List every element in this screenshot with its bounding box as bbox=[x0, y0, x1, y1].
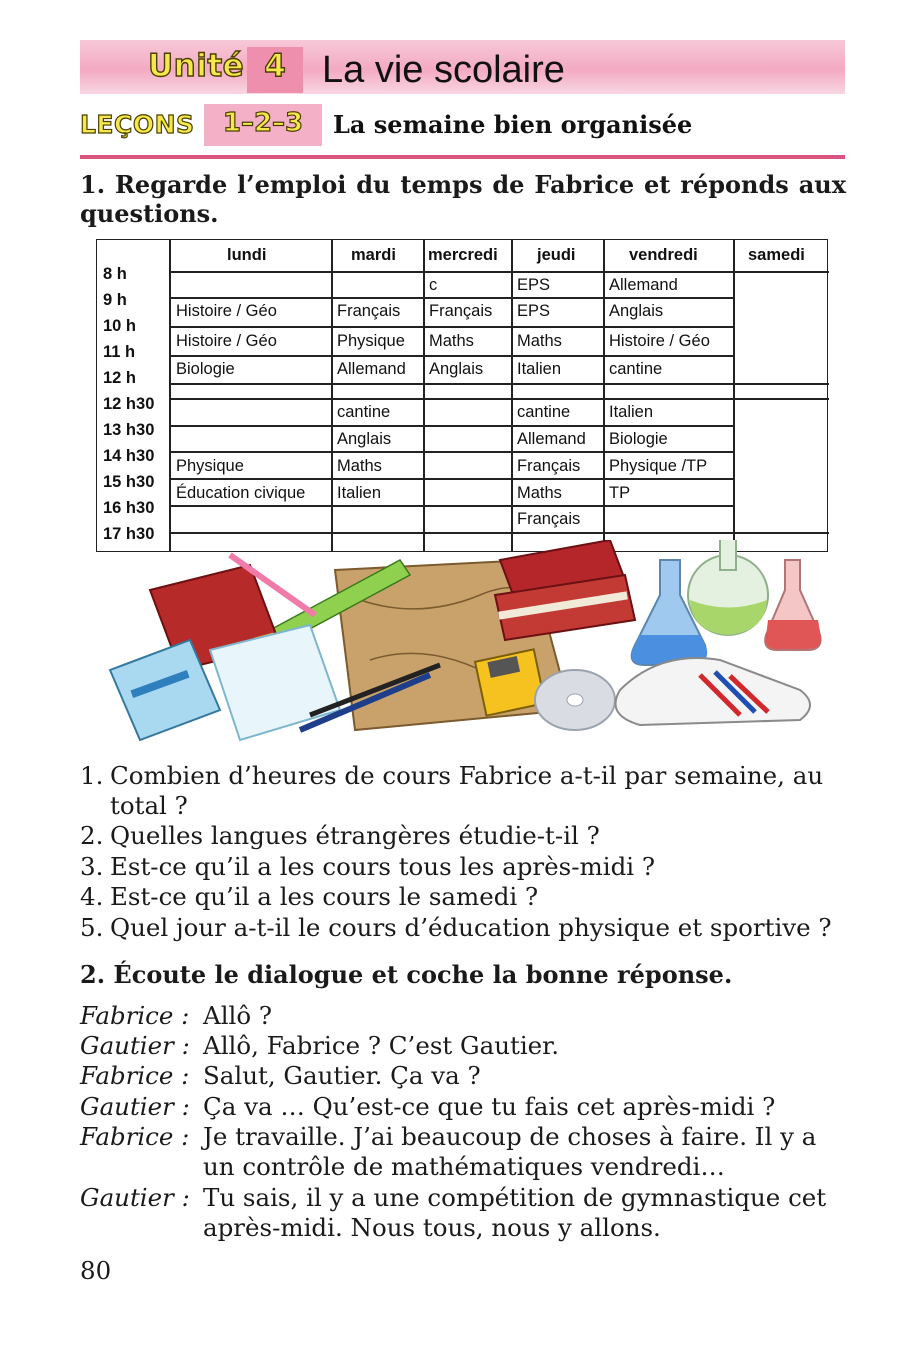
time-label: 11 h bbox=[103, 343, 136, 361]
timetable-cell: Anglais bbox=[429, 360, 484, 378]
day-header-mardi: mardi bbox=[351, 246, 396, 264]
timetable-cell: Français bbox=[337, 302, 401, 320]
timetable-cell: Italien bbox=[337, 484, 382, 502]
timetable-cell: Français bbox=[429, 302, 493, 320]
timetable-cell: Maths bbox=[337, 457, 382, 475]
timetable-grid-line bbox=[169, 478, 733, 480]
timetable-cell: Allemand bbox=[517, 430, 586, 448]
timetable-cell: Italien bbox=[609, 403, 654, 421]
question-text: Est-ce qu’il a les cours tous les après-midi ? bbox=[110, 852, 656, 881]
dialogue-speaker: Fabrice : bbox=[80, 1061, 190, 1090]
timetable-grid-line bbox=[169, 505, 733, 507]
question-2 bbox=[80, 821, 600, 851]
dialogue-speaker: Gautier : bbox=[80, 1183, 190, 1212]
timetable-cell: Biologie bbox=[609, 430, 668, 448]
dialogue-speaker: Gautier : bbox=[80, 1031, 190, 1060]
question-number: 2. bbox=[80, 821, 104, 850]
timetable-cell: cantine bbox=[337, 403, 391, 421]
unit-number: 4 bbox=[264, 48, 286, 84]
timetable-grid-line bbox=[169, 451, 733, 453]
question-1-continuation: total ? bbox=[110, 791, 188, 820]
header-rule bbox=[80, 155, 845, 159]
time-label: 12 h30 bbox=[103, 395, 155, 413]
lessons-label: LEÇONS bbox=[80, 110, 195, 139]
exercise-1-title: 1. Regarde l’emploi du temps de Fabrice et réponds aux questions. bbox=[80, 170, 846, 228]
day-header-samedi: samedi bbox=[748, 246, 805, 264]
timetable-cell: Français bbox=[517, 457, 581, 475]
timetable-cell: Italien bbox=[517, 360, 562, 378]
time-label: 8 h bbox=[103, 265, 127, 283]
timetable-grid-line bbox=[169, 271, 829, 273]
dialogue-line: Salut, Gautier. Ça va ? bbox=[203, 1061, 481, 1090]
timetable-grid-line bbox=[733, 240, 735, 551]
dialogue-line: Tu sais, il y a une compétition de gymnastique cet bbox=[203, 1183, 827, 1212]
question-number: 1. bbox=[80, 761, 104, 790]
question-3 bbox=[80, 852, 655, 882]
dialogue-line: Ça va … Qu’est-ce que tu fais cet après-midi ? bbox=[203, 1092, 776, 1121]
dialogue-line: Je travaille. J’ai beaucoup de choses à faire. Il y a bbox=[203, 1122, 817, 1151]
timetable-grid-line bbox=[169, 355, 733, 357]
sneaker-icon bbox=[616, 658, 811, 725]
timetable bbox=[96, 239, 828, 552]
question-text: Combien d’heures de cours Fabrice a-t-il par semaine, au bbox=[110, 761, 824, 790]
unit-label: Unité bbox=[148, 48, 245, 84]
timetable-cell: cantine bbox=[517, 403, 571, 421]
timetable-grid-line bbox=[169, 398, 829, 400]
timetable-cell: cantine bbox=[609, 360, 663, 378]
question-1 bbox=[80, 761, 823, 791]
dialogue-line: un contrôle de mathématiques vendredi… bbox=[203, 1152, 725, 1181]
day-header-mercredi: mercredi bbox=[428, 246, 498, 264]
dialogue-speaker: Fabrice : bbox=[80, 1122, 190, 1151]
question-text: Est-ce qu’il a les cours le samedi ? bbox=[110, 882, 539, 911]
timetable-cell: EPS bbox=[517, 276, 551, 294]
question-4 bbox=[80, 882, 538, 912]
timetable-cell: Allemand bbox=[609, 276, 678, 294]
time-label: 15 h30 bbox=[103, 473, 155, 491]
timetable-cell: Maths bbox=[429, 332, 474, 350]
day-header-jeudi: jeudi bbox=[537, 246, 576, 264]
timetable-cell: Physique bbox=[176, 457, 244, 475]
timetable-cell: Éducation civique bbox=[176, 484, 306, 502]
time-label: 16 h30 bbox=[103, 499, 155, 517]
timetable-grid-line bbox=[169, 532, 829, 534]
timetable-cell: Histoire / Géo bbox=[176, 332, 277, 350]
timetable-cell: Maths bbox=[517, 484, 562, 502]
timetable-cell: Français bbox=[517, 510, 581, 528]
question-text: Quelles langues étrangères étudie-t-il ? bbox=[110, 821, 600, 850]
exercise-2-title: 2. Écoute le dialogue et coche la bonne réponse. bbox=[80, 960, 733, 989]
timetable-cell: EPS bbox=[517, 302, 551, 320]
dialogue-line: Allô ? bbox=[203, 1001, 273, 1030]
unit-title: La vie scolaire bbox=[322, 49, 565, 91]
dialogue-speaker: Fabrice : bbox=[80, 1001, 190, 1030]
dialogue-speaker: Gautier : bbox=[80, 1092, 190, 1121]
timetable-grid-line bbox=[169, 297, 733, 299]
school-supplies-illustration bbox=[100, 540, 840, 750]
time-label: 12 h bbox=[103, 369, 137, 387]
timetable-cell: Histoire / Géo bbox=[609, 332, 710, 350]
time-label: 13 h30 bbox=[103, 421, 155, 439]
question-number: 4. bbox=[80, 882, 104, 911]
timetable-grid-line bbox=[169, 425, 733, 427]
question-number: 5. bbox=[80, 913, 104, 942]
lessons-numbers: 1–2–3 bbox=[222, 108, 304, 138]
day-header-vendredi: vendredi bbox=[629, 246, 698, 264]
timetable-cell: Allemand bbox=[337, 360, 406, 378]
time-label: 17 h30 bbox=[103, 525, 155, 543]
timetable-cell: Anglais bbox=[337, 430, 392, 448]
timetable-cell: Anglais bbox=[609, 302, 664, 320]
timetable-cell: Histoire / Géo bbox=[176, 302, 277, 320]
timetable-cell: c bbox=[429, 276, 438, 294]
timetable-cell: Biologie bbox=[176, 360, 235, 378]
time-label: 14 h30 bbox=[103, 447, 155, 465]
timetable-cell: TP bbox=[609, 484, 631, 502]
question-number: 3. bbox=[80, 852, 104, 881]
dialogue-line: Allô, Fabrice ? C’est Gautier. bbox=[203, 1031, 559, 1060]
time-label: 10 h bbox=[103, 317, 137, 335]
page-number: 80 bbox=[80, 1256, 112, 1285]
timetable-cell: Maths bbox=[517, 332, 562, 350]
lessons-title: La semaine bien organisée bbox=[333, 110, 693, 139]
day-header-lundi: lundi bbox=[227, 246, 267, 264]
question-5 bbox=[80, 913, 832, 943]
timetable-cell: Physique bbox=[337, 332, 405, 350]
timetable-grid-line bbox=[169, 326, 733, 328]
question-text: Quel jour a-t-il le cours d’éducation physique et sportive ? bbox=[110, 913, 832, 942]
timetable-cell: Physique /TP bbox=[609, 457, 708, 475]
time-label: 9 h bbox=[103, 291, 127, 309]
dialogue-line: après-midi. Nous tous, nous y allons. bbox=[203, 1213, 661, 1242]
timetable-grid-line bbox=[169, 383, 829, 385]
